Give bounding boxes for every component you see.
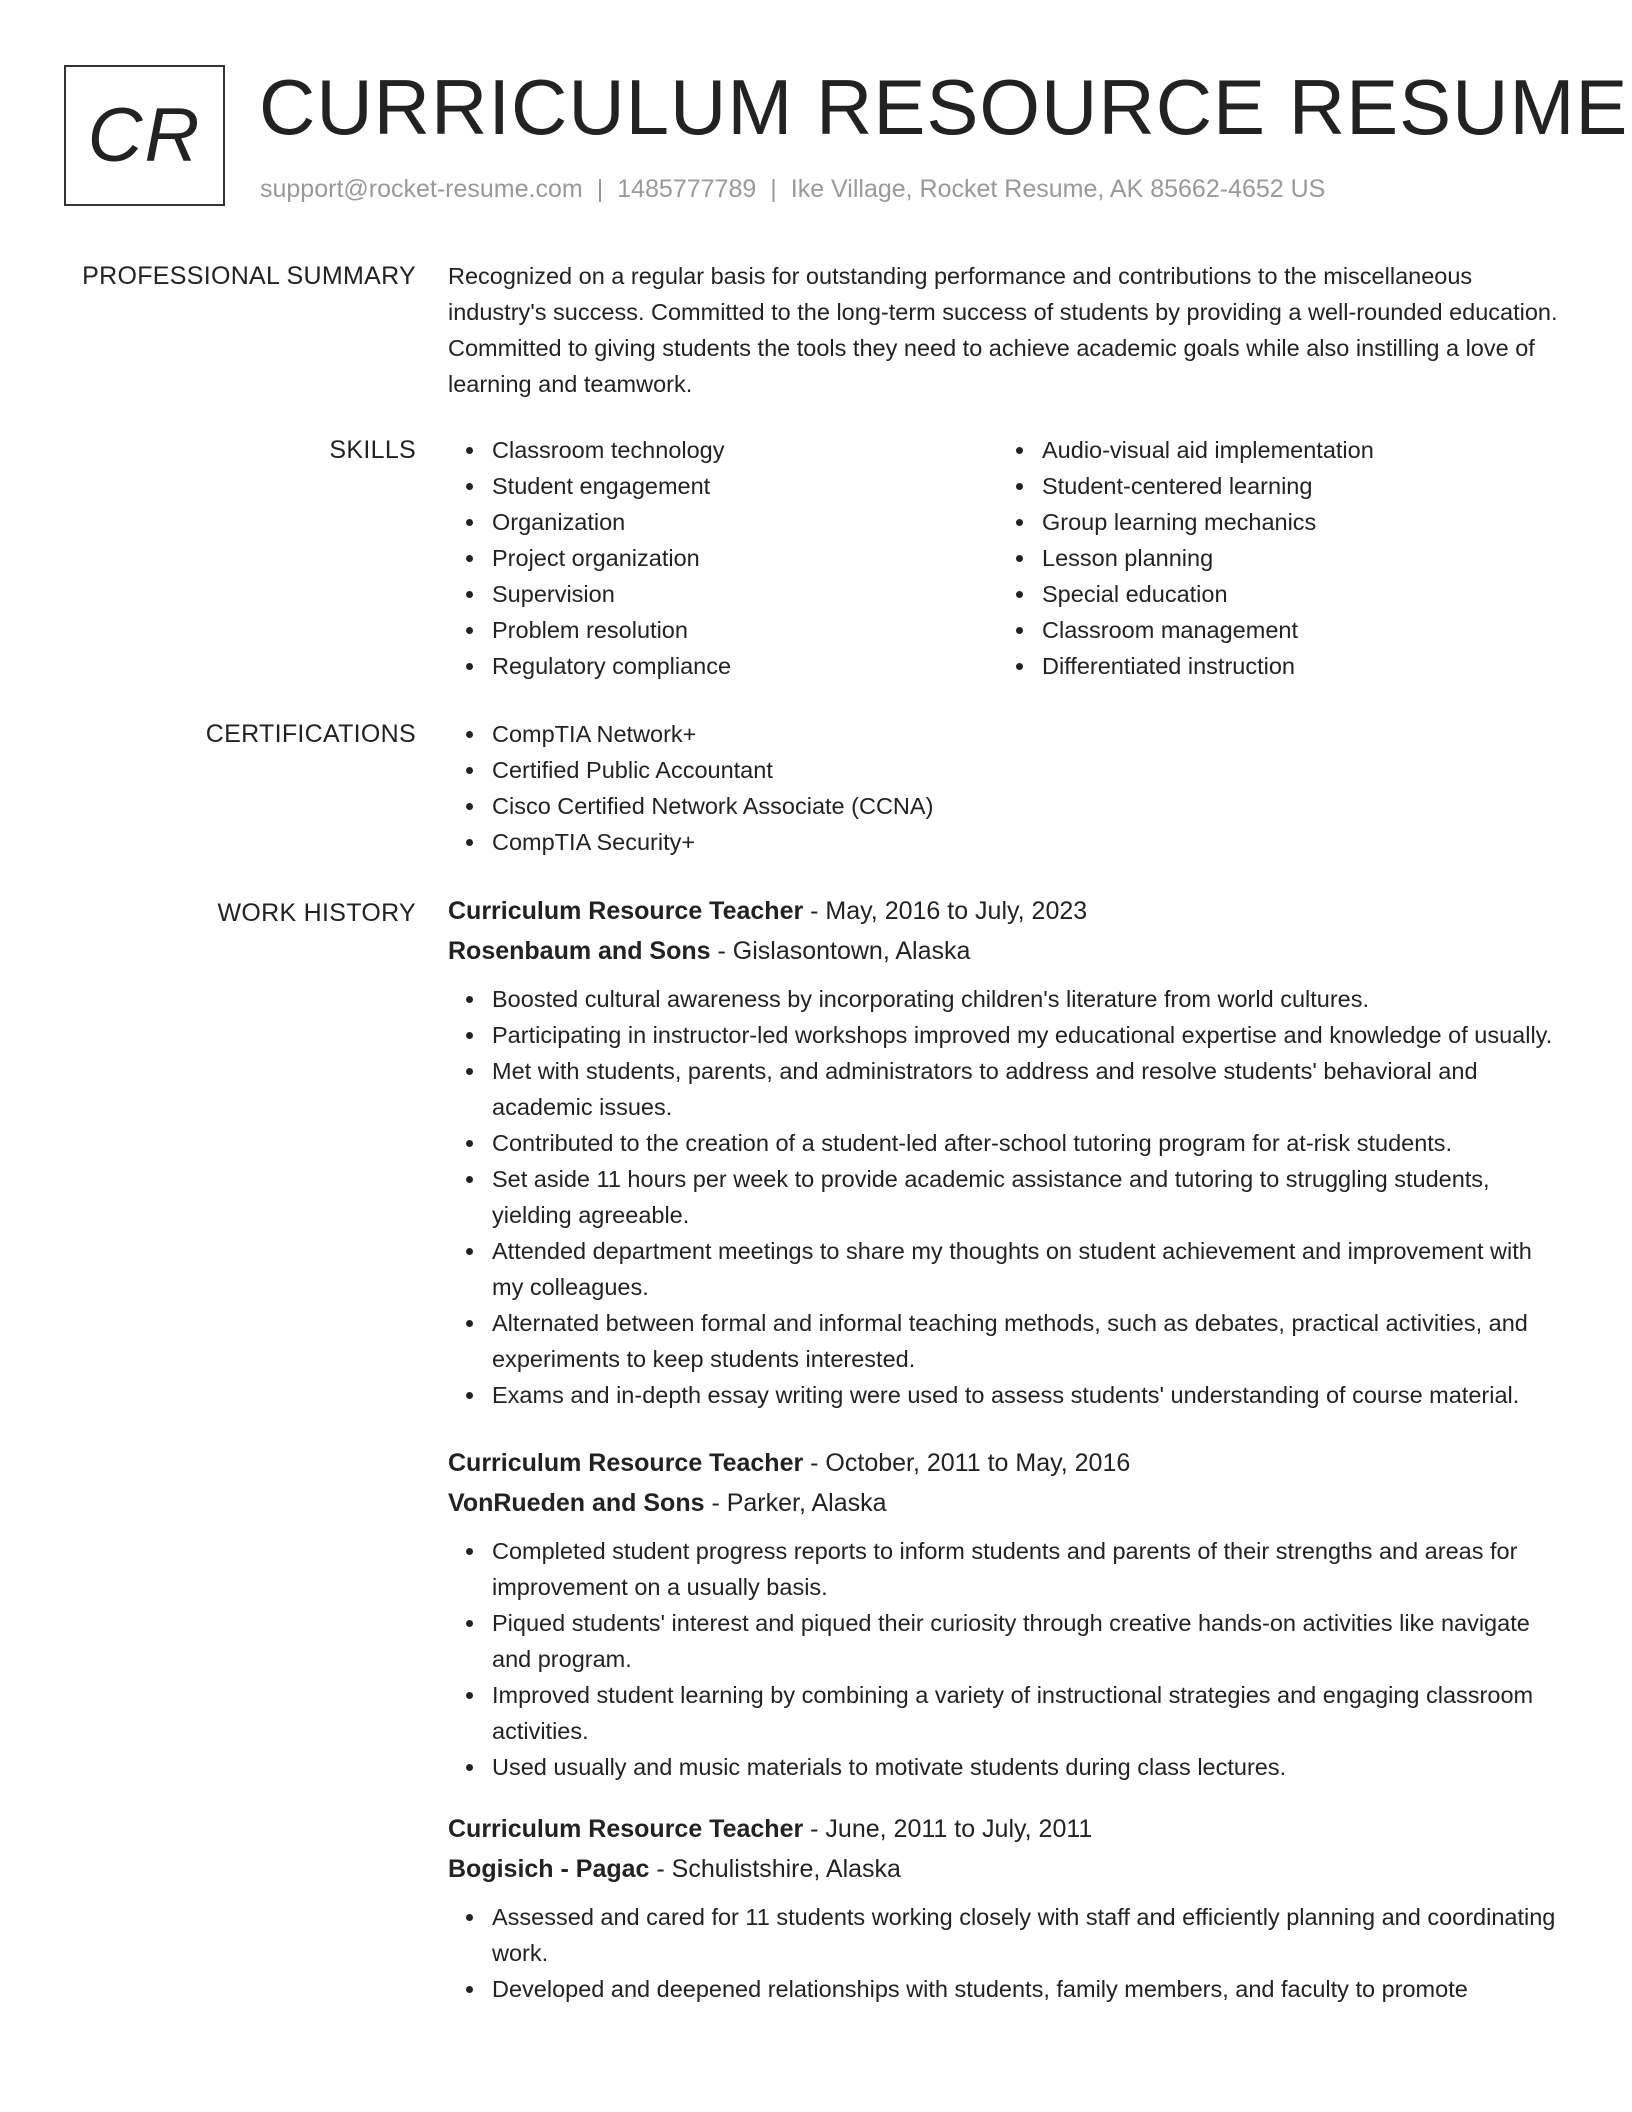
list-item: Classroom management bbox=[1042, 612, 1548, 648]
contact-email[interactable]: support@rocket-resume.com bbox=[260, 175, 583, 203]
job-entry bbox=[448, 1443, 1560, 1785]
list-item: Attended department meetings to share my thoughts on student achievement and improvement with my colleagues. bbox=[492, 1233, 1560, 1305]
list-item: Problem resolution bbox=[492, 612, 998, 648]
job-company-line bbox=[448, 931, 1560, 971]
contact-separator: | bbox=[596, 175, 604, 203]
list-item: Lesson planning bbox=[1042, 540, 1548, 576]
job-title: Curriculum Resource Teacher bbox=[448, 1815, 804, 1843]
contact-address: Ike Village, Rocket Resume, AK 85662-4652 US bbox=[790, 175, 1326, 203]
contact-separator: | bbox=[770, 175, 777, 203]
job-bullets bbox=[448, 981, 1560, 1413]
job-dates: - June, 2011 to July, 2011 bbox=[803, 1815, 1093, 1843]
job-location: - Parker, Alaska bbox=[704, 1489, 887, 1517]
list-item: Met with students, parents, and administrators to address and resolve students' behavioral and academic issues. bbox=[492, 1053, 1560, 1125]
list-item: Special education bbox=[1042, 576, 1548, 612]
list-item: Participating in instructor-led workshops improved my educational expertise and knowledge of usually. bbox=[492, 1017, 1560, 1053]
job-company: Rosenbaum and Sons bbox=[448, 937, 711, 965]
list-item: Differentiated instruction bbox=[1042, 648, 1548, 684]
job-entry bbox=[448, 1809, 1560, 2007]
section-label-skills: SKILLS bbox=[329, 436, 416, 464]
list-item: Set aside 11 hours per week to provide academic assistance and tutoring to struggling students, yielding agreeable. bbox=[492, 1161, 1560, 1233]
job-location: - Gislasontown, Alaska bbox=[710, 937, 971, 965]
summary-text: Recognized on a regular basis for outstanding performance and contributions to the miscellaneous industry's success. Committed to the long-term success of students by providing a well-rounded education. Committed to giving students the tools they need to achieve academic goals while also instilling a love of learning and teamwork. bbox=[448, 263, 1558, 397]
list-item: Group learning mechanics bbox=[1042, 504, 1548, 540]
list-item: Contributed to the creation of a student-led after-school tutoring program for at-risk students. bbox=[492, 1125, 1560, 1161]
list-item: Piqued students' interest and piqued their curiosity through creative hands-on activities like navigate and program. bbox=[492, 1605, 1560, 1677]
section-label-certifications: CERTIFICATIONS bbox=[205, 720, 416, 748]
list-item: Used usually and music materials to motivate students during class lectures. bbox=[492, 1749, 1560, 1785]
job-bullets bbox=[448, 1899, 1560, 2007]
contact-phone[interactable]: 1485777789 bbox=[617, 175, 757, 203]
job-location: - Schulistshire, Alaska bbox=[649, 1855, 901, 1883]
work-history-body bbox=[448, 891, 1560, 2027]
section-label-work-history: WORK HISTORY bbox=[217, 899, 416, 927]
list-item: Developed and deepened relationships with students, family members, and faculty to promote bbox=[492, 1971, 1560, 2007]
job-company: Bogisich - Pagac bbox=[448, 1855, 650, 1883]
list-item: Student engagement bbox=[492, 468, 998, 504]
list-item: Assessed and cared for 11 students working closely with staff and efficiently planning and coordinating work. bbox=[492, 1899, 1560, 1971]
list-item: Completed student progress reports to inform students and parents of their strengths and areas for improvement on a usually basis. bbox=[492, 1533, 1560, 1605]
monogram-logo: CR bbox=[64, 65, 225, 206]
skills-column-left bbox=[448, 432, 998, 684]
job-title-line bbox=[448, 891, 1560, 931]
list-item: CompTIA Network+ bbox=[492, 716, 1560, 752]
list-item: Cisco Certified Network Associate (CCNA) bbox=[492, 788, 1560, 824]
resume-header bbox=[64, 63, 1629, 210]
job-company-line bbox=[448, 1849, 1560, 1889]
list-item: Improved student learning by combining a variety of instructional strategies and engaging classroom activities. bbox=[492, 1677, 1560, 1749]
job-title: Curriculum Resource Teacher bbox=[448, 897, 804, 925]
list-item: Audio-visual aid implementation bbox=[1042, 432, 1548, 468]
job-company: VonRueden and Sons bbox=[448, 1489, 705, 1517]
list-item: Organization bbox=[492, 504, 998, 540]
job-bullets bbox=[448, 1533, 1560, 1785]
job-dates: - May, 2016 to July, 2023 bbox=[803, 897, 1088, 925]
job-dates: - October, 2011 to May, 2016 bbox=[803, 1449, 1131, 1477]
job-title-line bbox=[448, 1809, 1560, 1849]
job-entry bbox=[448, 891, 1560, 1413]
resume-name: CURRICULUM RESOURCE RESUME bbox=[259, 63, 1629, 151]
list-item: Regulatory compliance bbox=[492, 648, 998, 684]
list-item: Supervision bbox=[492, 576, 998, 612]
list-item: Certified Public Accountant bbox=[492, 752, 1560, 788]
section-label-summary: PROFESSIONAL SUMMARY bbox=[82, 262, 416, 290]
job-company-line bbox=[448, 1483, 1560, 1523]
list-item: Exams and in-depth essay writing were used to assess students' understanding of course material. bbox=[492, 1377, 1560, 1413]
job-title-line bbox=[448, 1443, 1560, 1483]
skills-column-right bbox=[998, 432, 1548, 684]
contact-line bbox=[260, 175, 1325, 204]
skills-grid bbox=[448, 432, 1560, 684]
list-item: Student-centered learning bbox=[1042, 468, 1548, 504]
certifications-list bbox=[448, 716, 1560, 860]
list-item: Project organization bbox=[492, 540, 998, 576]
list-item: Alternated between formal and informal teaching methods, such as debates, practical activities, and experiments to keep students interested. bbox=[492, 1305, 1560, 1377]
list-item: Classroom technology bbox=[492, 432, 998, 468]
list-item: Boosted cultural awareness by incorporating children's literature from world cultures. bbox=[492, 981, 1560, 1017]
list-item: CompTIA Security+ bbox=[492, 824, 1560, 860]
job-title: Curriculum Resource Teacher bbox=[448, 1449, 804, 1477]
